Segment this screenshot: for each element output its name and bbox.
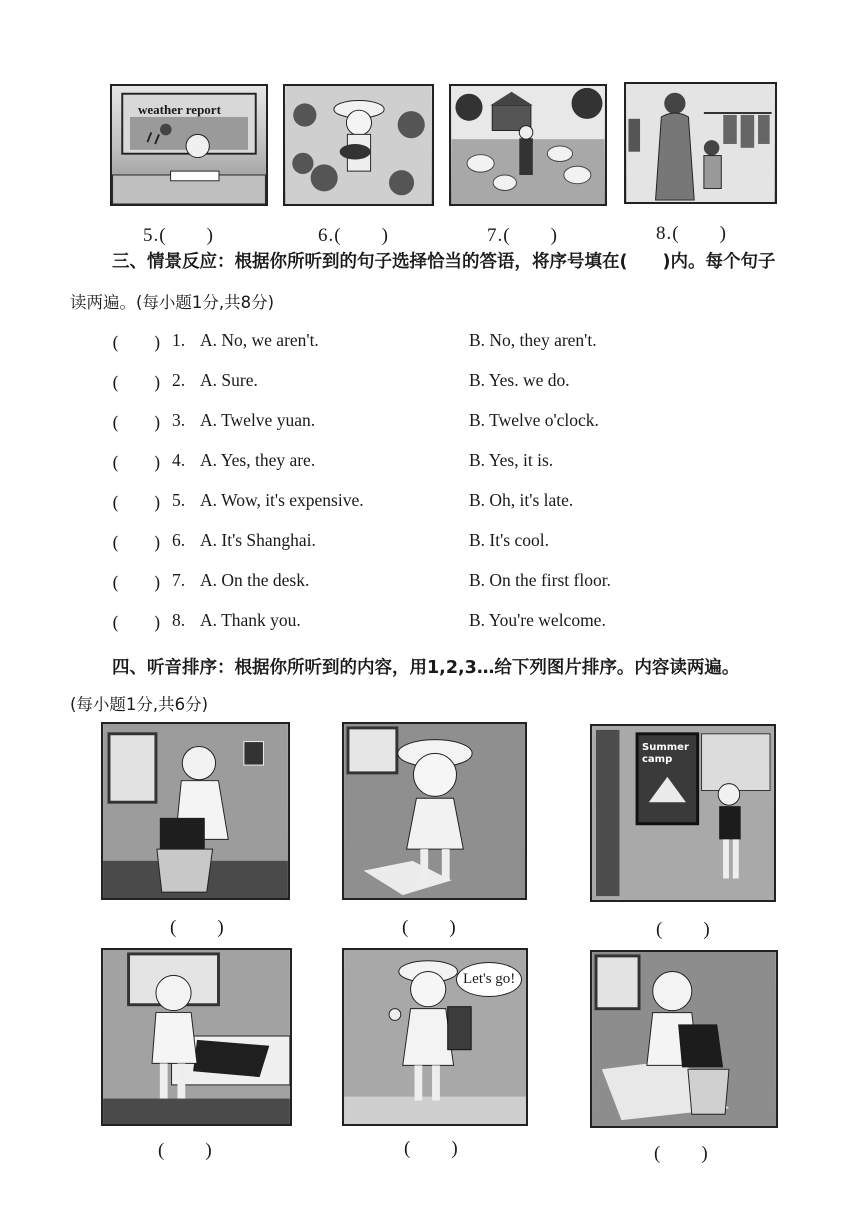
section-4-title: 四、听音排序：根据你所听到的内容，用1,2,3…给下列图片排序。内容读两遍。 [112, 658, 740, 678]
picture-8-label: 8.( ) [656, 223, 727, 244]
list-item [112, 370, 832, 396]
option-b: B. Oh, it's late. [469, 490, 574, 510]
list-item [112, 530, 832, 556]
bedroom-illustration [103, 950, 290, 1124]
answer-blank[interactable]: ( ) [112, 574, 161, 594]
sequence-blank-1[interactable]: ( ) [170, 917, 225, 938]
girl-packing-illustration [103, 724, 288, 898]
option-b: B. Yes, it is. [469, 450, 554, 470]
list-item [112, 450, 832, 476]
item-number: 4. [172, 450, 186, 470]
list-item [112, 490, 832, 516]
option-a: A. Yes, they are. [200, 450, 316, 470]
option-a: A. Twelve yuan. [200, 410, 316, 430]
picture-6-girl-picking-vegetables [283, 84, 434, 206]
answer-blank[interactable]: ( ) [112, 334, 161, 354]
list-item [112, 570, 832, 596]
summer-camp-poster-text: Summer camp [642, 742, 689, 765]
picture-summer-camp-poster [590, 724, 776, 902]
list-item [112, 610, 832, 636]
section-3-title-continued: 读两遍。(每小题1分,共8分) [70, 293, 275, 312]
farm-illustration [451, 86, 605, 204]
item-number: 5. [172, 490, 186, 510]
option-b: B. Twelve o'clock. [469, 410, 599, 430]
weather-report-sign: weather report [138, 102, 221, 117]
picture-packing-bag [101, 722, 290, 900]
section-3-title: 三、情景反应：根据你所听到的句子选择恰当的答语，将序号填在( )内。每个句子 [112, 252, 776, 272]
picture-girl-with-hat [342, 722, 527, 900]
item-number: 7. [172, 570, 186, 590]
answer-blank[interactable]: ( ) [112, 614, 161, 634]
girl-shirt-illustration [592, 952, 776, 1126]
answer-blank[interactable]: ( ) [112, 454, 161, 474]
option-a: A. No, we aren't. [200, 330, 319, 350]
answer-blank[interactable]: ( ) [112, 414, 161, 434]
sequence-blank-2[interactable]: ( ) [402, 917, 457, 938]
item-number: 3. [172, 410, 186, 430]
sequence-blank-4[interactable]: ( ) [158, 1140, 213, 1161]
picture-5-weather-report [110, 84, 268, 206]
option-b: B. Yes. we do. [469, 370, 570, 390]
sequence-blank-5[interactable]: ( ) [404, 1138, 459, 1159]
option-a: A. It's Shanghai. [200, 530, 316, 550]
option-a: A. On the desk. [200, 570, 310, 590]
speech-bubble: Let's go! [456, 962, 522, 997]
item-number: 2. [172, 370, 186, 390]
answer-blank[interactable]: ( ) [112, 374, 161, 394]
option-b: B. It's cool. [469, 530, 549, 550]
picture-girl-thumbs-up [342, 948, 528, 1126]
picture-8-mother-daughter-clothes [624, 82, 777, 204]
sequence-blank-3[interactable]: ( ) [656, 919, 711, 940]
list-item [112, 330, 832, 356]
picture-7-label: 7.( ) [487, 225, 558, 246]
picture-5-label: 5.( ) [143, 225, 214, 246]
item-number: 6. [172, 530, 186, 550]
option-a: A. Wow, it's expensive. [200, 490, 364, 510]
option-b: B. On the first floor. [469, 570, 611, 590]
list-item [112, 410, 832, 436]
picture-girl-packing-shirt [590, 950, 778, 1128]
option-a: A. Thank you. [200, 610, 301, 630]
picture-6-label: 6.( ) [318, 225, 389, 246]
section-4-note: (每小题1分,共6分) [70, 695, 209, 714]
option-b: B. No, they aren't. [469, 330, 597, 350]
item-number: 8. [172, 610, 186, 630]
picture-bedroom-clothes-on-bed [101, 948, 292, 1126]
item-number: 1. [172, 330, 186, 350]
answer-blank[interactable]: ( ) [112, 534, 161, 554]
girl-garden-illustration [285, 86, 432, 204]
sequence-blank-6[interactable]: ( ) [654, 1143, 709, 1164]
option-a: A. Sure. [200, 370, 258, 390]
girl-hat-illustration [344, 724, 525, 898]
picture-7-farmer-with-sheep [449, 84, 607, 206]
clothes-shop-illustration [626, 84, 775, 202]
answer-blank[interactable]: ( ) [112, 494, 161, 514]
option-b: B. You're welcome. [469, 610, 606, 630]
